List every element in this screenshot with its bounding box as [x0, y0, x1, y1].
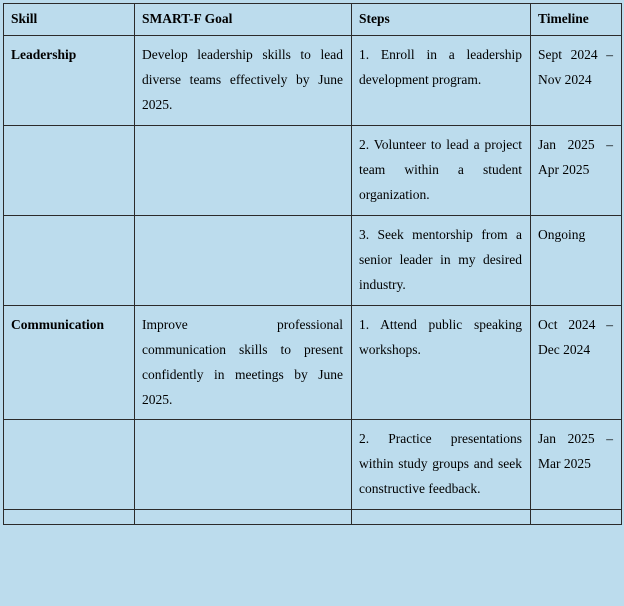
- table-row: [4, 215, 622, 305]
- cell-goal: [135, 125, 352, 215]
- cell-skill: Communication: [4, 305, 135, 420]
- column-header-steps: Steps: [352, 4, 531, 36]
- table-row: [4, 305, 622, 420]
- cell-goal: [135, 420, 352, 510]
- cell-timeline: [531, 510, 622, 525]
- table-row: [4, 35, 622, 125]
- cell-timeline: Oct 2024 – Dec 2024: [531, 305, 622, 420]
- cell-steps: [352, 510, 531, 525]
- cell-skill: [4, 510, 135, 525]
- cell-timeline: Sept 2024 – Nov 2024: [531, 35, 622, 125]
- column-header-timeline: Timeline: [531, 4, 622, 36]
- column-header-skill: Skill: [4, 4, 135, 36]
- skills-goals-table: [3, 3, 622, 525]
- cell-steps: 2. Volunteer to lead a project team within a student organization.: [352, 125, 531, 215]
- cell-skill: Leadership: [4, 35, 135, 125]
- cell-goal: [135, 510, 352, 525]
- cell-skill: [4, 125, 135, 215]
- cell-steps: 1. Enroll in a leadership development program.: [352, 35, 531, 125]
- cell-skill: [4, 420, 135, 510]
- table-row: [4, 125, 622, 215]
- table-row: [4, 510, 622, 525]
- table-header-row: [4, 4, 622, 36]
- table-row: [4, 420, 622, 510]
- cell-steps: 1. Attend public speaking workshops.: [352, 305, 531, 420]
- cell-steps: 2. Practice presentations within study groups and seek constructive feedback.: [352, 420, 531, 510]
- cell-timeline: Jan 2025 – Apr 2025: [531, 125, 622, 215]
- cell-goal: [135, 215, 352, 305]
- column-header-smart-f-goal: SMART-F Goal: [135, 4, 352, 36]
- cell-skill: [4, 215, 135, 305]
- cell-timeline: Jan 2025 – Mar 2025: [531, 420, 622, 510]
- cell-goal: Develop leadership skills to lead diverse teams effectively by June 2025.: [135, 35, 352, 125]
- cell-timeline: Ongoing: [531, 215, 622, 305]
- cell-steps: 3. Seek mentorship from a senior leader in my desired industry.: [352, 215, 531, 305]
- cell-goal: Improve professional communication skills to present confidently in meetings by June 2025.: [135, 305, 352, 420]
